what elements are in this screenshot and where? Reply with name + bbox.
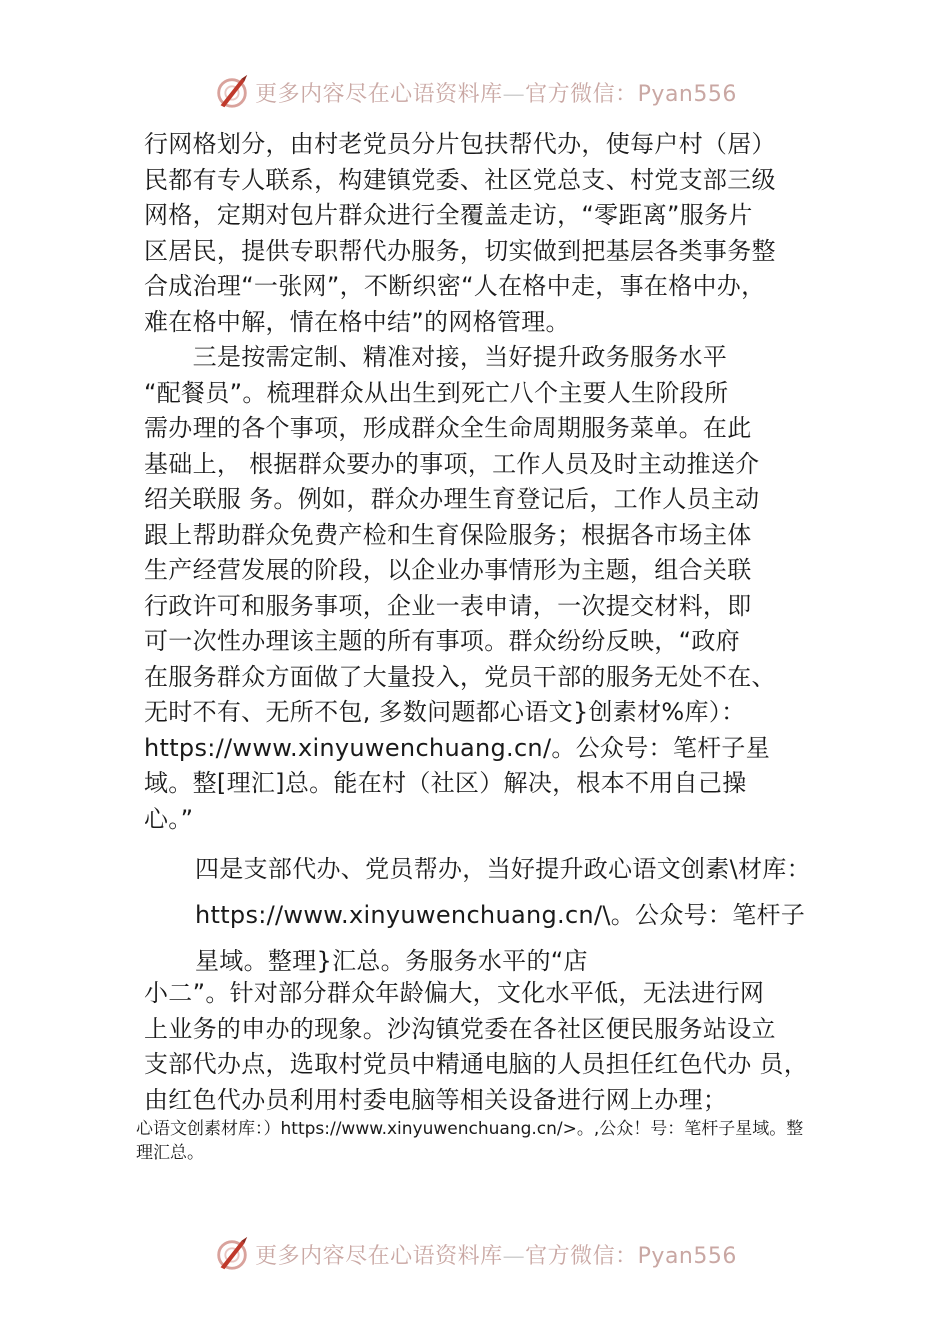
text-line: 生产经营发展的阶段，以企业办事情形为主题，组合关联 [144, 556, 752, 584]
text-line: https://www.xinyuwenchuang.cn/。公众号：笔杆子星 [144, 733, 771, 762]
text-line: 在服务群众方面做了大量投入，党员干部的服务无处不在、 [144, 662, 776, 691]
text-line: 可一次性办理该主题的所有事项。群众纷纷反映，“政府 [144, 627, 740, 655]
footnote-line: 心语文创素材库：）https://www.xinyuwenchuang.cn/>。,公众！号：笔杆子星域。整 [136, 1119, 804, 1139]
paragraph-grid-management [144, 127, 834, 340]
text-line: 难在格中解，情在格中结”的网格管理。 [144, 307, 570, 336]
text-line: 域。整[理汇]总。能在村（社区）解决，根本不用自己操 [144, 769, 747, 797]
text-line: 四是支部代办、党员帮办，当好提升政心语文创素\材库： [195, 855, 811, 883]
banner-slogan: 更多内容尽在心语资料库 [255, 81, 503, 107]
banner-separator: — [502, 81, 526, 107]
text-line: 心。” [144, 804, 194, 833]
text-line: 三是按需定制、精准对接，当好提升政务服务水平 [144, 343, 728, 371]
text-line: https://www.xinyuwenchuang.cn/\。公众号：笔杆子 [195, 901, 806, 929]
text-line: 行网格划分，由村老党员分片包扶帮代办，使每户村（居） [144, 130, 776, 158]
banner-wechat-label: 官方微信： [525, 81, 638, 107]
banner-text [255, 1239, 737, 1270]
banner-separator: — [502, 1243, 526, 1269]
paragraph-branch-agency [195, 846, 885, 984]
banner-wechat-id: Pyan556 [637, 81, 737, 107]
paragraph-custom-service [144, 340, 834, 837]
pen-circle-logo-icon [213, 1235, 251, 1273]
header-banner [0, 70, 950, 114]
footnote-line: 理汇总。 [136, 1143, 204, 1163]
text-line: 支部代办点，选取村党员中精通电脑的人员担任红色代办 员， [144, 1050, 809, 1078]
banner-slogan: 更多内容尽在心语资料库 [255, 1243, 503, 1269]
source-footnote [136, 1117, 836, 1165]
text-line: 合成治理“一张网”，不断织密“人在格中走，事在格中办， [144, 272, 766, 300]
paragraph-red-agent [144, 976, 834, 1118]
text-line: 基础上， 根据群众要办的事项，工作人员及时主动推送介 [144, 449, 760, 478]
banner-text [255, 77, 737, 108]
footer-banner [0, 1232, 950, 1276]
text-line: 跟上帮助群众免费产检和生育保险服务；根据各市场主体 [144, 520, 752, 549]
text-line: 小二”。针对部分群众年龄偏大，文化水平低，无法进行网 [144, 979, 765, 1007]
text-line: 需办理的各个事项，形成群众全生命周期服务菜单。在此 [144, 414, 752, 442]
text-line: 由红色代办员利用村委电脑等相关设备进行网上办理； [144, 1085, 728, 1114]
text-line: 星域。整理}汇总。务服务水平的“店 [195, 947, 588, 975]
text-line: 上业务的申办的现象。沙沟镇党委在各社区便民服务站设立 [144, 1014, 776, 1043]
pen-circle-logo-icon [213, 73, 251, 111]
text-line: 网格，定期对包片群众进行全覆盖走访，“零距离”服务片 [144, 201, 753, 229]
banner-wechat-label: 官方微信： [525, 1243, 638, 1269]
text-line: “配餐员”。梳理群众从出生到死亡八个主要人生阶段所 [144, 378, 729, 407]
text-line: 民都有专人联系，构建镇党委、社区党总支、村党支部三级 [144, 165, 776, 194]
text-line: 绍关联服 务。例如，群众办理生育登记后，工作人员主动 [144, 485, 760, 513]
text-line: 区居民，提供专职帮代办服务，切实做到把基层各类事务整 [144, 236, 776, 265]
banner-wechat-id: Pyan556 [637, 1243, 737, 1269]
text-line: 无时不有、无所不包, 多数问题都心语文}创素材%库）： [144, 698, 746, 726]
text-line: 行政许可和服务事项，企业一表申请，一次提交材料，即 [144, 591, 752, 620]
